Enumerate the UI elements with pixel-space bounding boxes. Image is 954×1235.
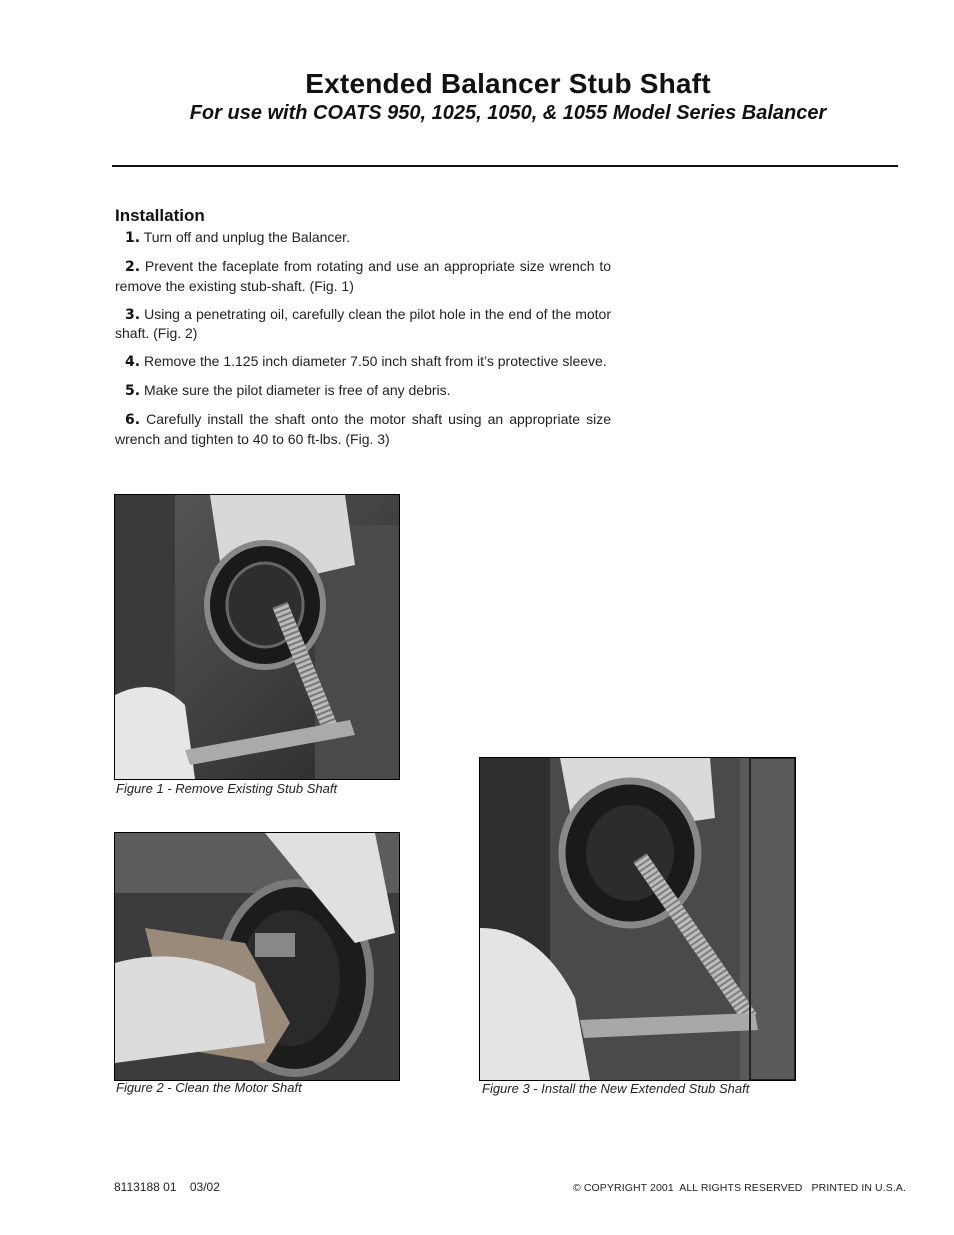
step-number: 6. <box>125 412 141 428</box>
figure-2-caption: Figure 2 - Clean the Motor Shaft <box>116 1080 302 1095</box>
step-1 <box>115 228 611 248</box>
step-number: 5. <box>125 383 141 399</box>
step-3 <box>115 305 611 343</box>
figure-3-caption: Figure 3 - Install the New Extended Stub Shaft <box>482 1081 750 1096</box>
installation-steps <box>115 228 611 458</box>
page-title: Extended Balancer Stub Shaft <box>305 68 711 99</box>
copyright-notice: © COPYRIGHT 2001 ALL RIGHTS RESERVED PRINTED IN U.S.A. <box>573 1182 906 1194</box>
step-text: Remove the 1.125 inch diameter 7.50 inch shaft from it’s protective sleeve. <box>143 353 607 369</box>
step-4 <box>115 352 611 372</box>
figure-1-photo <box>114 494 400 780</box>
step-number: 1. <box>125 230 141 246</box>
step-text: Make sure the pilot diameter is free of any debris. <box>143 382 451 398</box>
header-divider <box>112 165 898 167</box>
figure-1-caption: Figure 1 - Remove Existing Stub Shaft <box>116 781 338 796</box>
figure-2-photo <box>114 832 400 1081</box>
step-number: 4. <box>125 354 141 370</box>
document-part-number: 8113188 01 03/02 <box>114 1180 220 1194</box>
figure-3-photo <box>479 757 796 1081</box>
page-subtitle: For use with COATS 950, 1025, 1050, & 1055 Model Series Balancer <box>189 102 827 124</box>
step-number: 3. <box>125 306 141 323</box>
step-2 <box>115 257 611 295</box>
step-5 <box>115 381 611 401</box>
step-6 <box>115 410 611 448</box>
step-number: 2. <box>125 259 141 275</box>
step-text: Using a penetrating oil, carefully clean the pilot hole in the end of the motor shaft. (Fig. 2) <box>115 305 612 341</box>
step-text: Carefully install the shaft onto the motor shaft using an appropriate size wrench and tighten to 40 to 60 ft-lbs. (Fig. 3) <box>115 411 612 447</box>
step-text: Turn off and unplug the Balancer. <box>143 229 350 245</box>
step-text: Prevent the faceplate from rotating and use an appropriate size wrench to remove the existing stub-shaft. (Fig. 1) <box>115 258 612 294</box>
installation-heading: Installation <box>115 206 205 225</box>
